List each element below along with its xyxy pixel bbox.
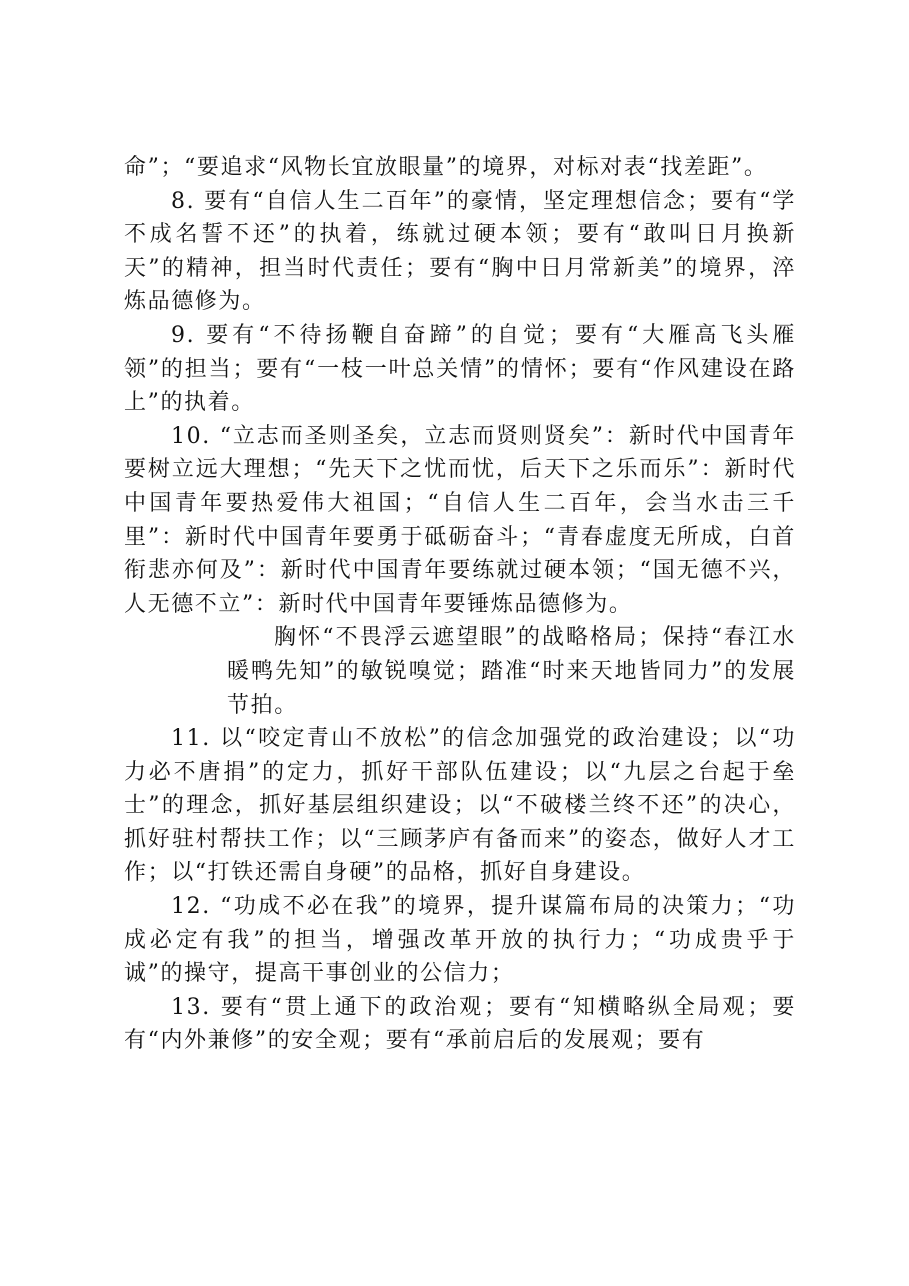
paragraph-continuation: 命”；“要追求“风物长宜放眼量”的境界，对标对表“找差距”。 <box>124 155 768 180</box>
paragraph-item-9: 9. 要有“不待扬鞭自奋蹄”的自觉；要有“大雁高飞头雁领”的担当；要有“一枝一叶总关情”的情怀；要有“作风建设在路上”的执着。 <box>124 322 796 416</box>
paragraph-item-8: 8. 要有“自信人生二百年”的豪情，坚定理想信念；要有“学不成名誓不还”的执着，练就过硬本领；要有“敢叫日月换新天”的精神，担当时代责任；要有“胸中日月常新美”的境界，淬炼品德修为。 <box>124 188 796 315</box>
paragraph-item-11: 11. 以“咬定青山不放松”的信念加强党的政治建设；以“功力必不唐捐”的定力，抓好干部队伍建设；以“九层之台起于垒士”的理念，抓好基层组织建设；以“不破楼兰终不还”的决心，抓好驻村帮扶工作；以“三顾茅庐有备而来”的姿态，做好人才工作；以“打铁还需自身硬”的品格，抓好自身建设。 <box>124 726 796 886</box>
paragraph-item-10: 10. “立志而圣则圣矣，立志而贤则贤矣”：新时代中国青年要树立远大理想；“先天下之忧而忧，后天下之乐而乐”：新时代中国青年要热爱伟大祖国；“自信人生二百年，会当水击三千里”：新时代中国青年要勇于砥砺奋斗；“青春虚度无所成，白首衔悲亦何及”：新时代中国青年要练就过硬本领；“国无德不兴，人无德不立”：新时代中国青年要锤炼品德修为。 <box>124 423 796 617</box>
paragraph-indented-quote: 胸怀“不畏浮云遮望眼”的战略格局；保持“春江水暖鸭先知”的敏锐嗅觉；踏准“时来天地皆同力”的发展节拍。 <box>227 625 796 718</box>
document-body <box>124 151 796 1058</box>
paragraph-item-12: 12. “功成不必在我”的境界，提升谋篇布局的决策力；“功成必定有我”的担当，增强改革开放的执行力；“功成贵乎于诚”的操守，提高干事创业的公信力； <box>124 894 796 987</box>
paragraph-item-13: 13. 要有“贯上通下的政治观；要有“知横略纵全局观；要有“内外兼修”的安全观；要有“承前启后的发展观；要有 <box>124 994 796 1054</box>
